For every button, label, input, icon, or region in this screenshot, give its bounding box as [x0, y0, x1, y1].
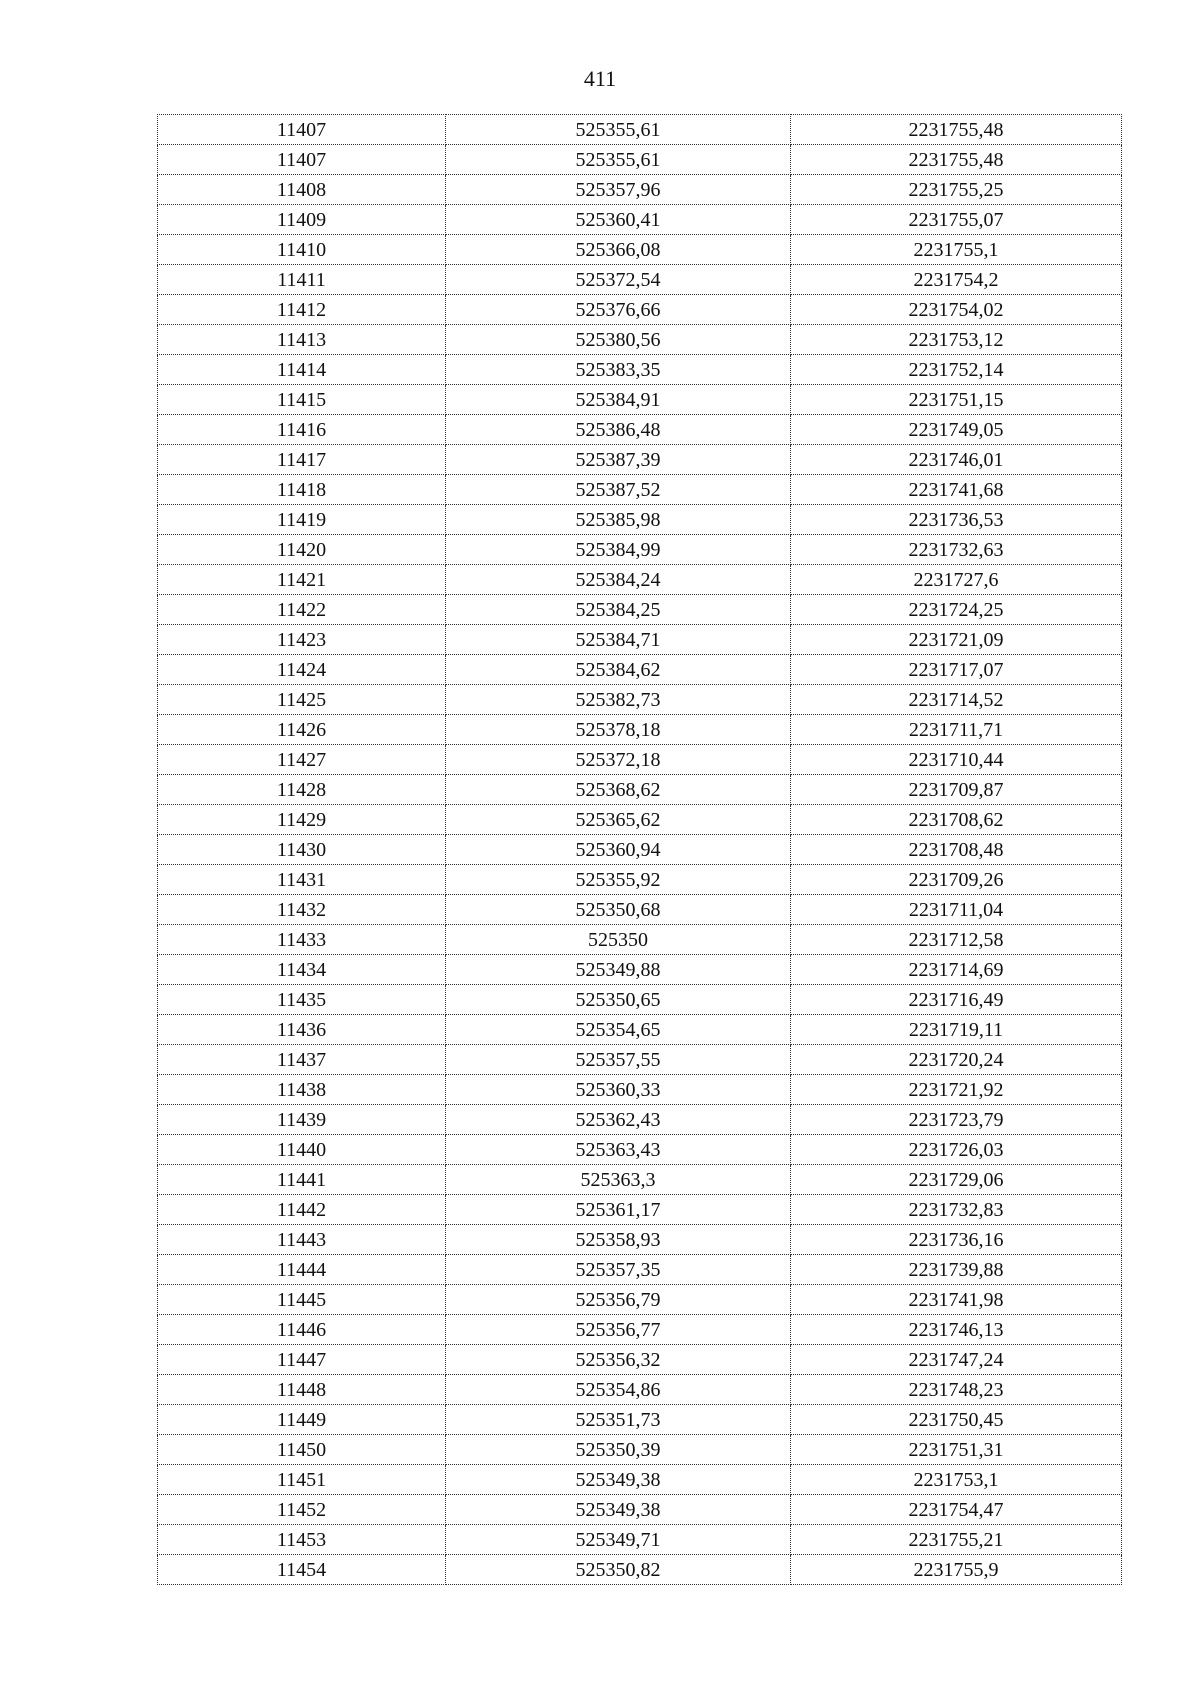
- x-coordinate-cell: 525351,73: [446, 1405, 791, 1435]
- x-coordinate-cell: 525356,32: [446, 1345, 791, 1375]
- point-number-cell: 11411: [158, 265, 446, 295]
- y-coordinate-cell: 2231711,04: [791, 895, 1122, 925]
- point-number-cell: 11427: [158, 745, 446, 775]
- x-coordinate-cell: 525387,52: [446, 475, 791, 505]
- point-number-cell: 11437: [158, 1045, 446, 1075]
- y-coordinate-cell: 2231746,13: [791, 1315, 1122, 1345]
- coordinates-table: [157, 114, 1122, 1585]
- table-row: [158, 535, 1122, 565]
- y-coordinate-cell: 2231709,87: [791, 775, 1122, 805]
- x-coordinate-cell: 525384,71: [446, 625, 791, 655]
- point-number-cell: 11428: [158, 775, 446, 805]
- table-row: [158, 925, 1122, 955]
- point-number-cell: 11430: [158, 835, 446, 865]
- table-row: [158, 565, 1122, 595]
- table-row: [158, 1435, 1122, 1465]
- point-number-cell: 11409: [158, 205, 446, 235]
- table-row: [158, 475, 1122, 505]
- y-coordinate-cell: 2231754,2: [791, 265, 1122, 295]
- x-coordinate-cell: 525372,54: [446, 265, 791, 295]
- y-coordinate-cell: 2231714,69: [791, 955, 1122, 985]
- point-number-cell: 11429: [158, 805, 446, 835]
- x-coordinate-cell: 525356,77: [446, 1315, 791, 1345]
- x-coordinate-cell: 525355,61: [446, 145, 791, 175]
- point-number-cell: 11408: [158, 175, 446, 205]
- y-coordinate-cell: 2231739,88: [791, 1255, 1122, 1285]
- table-row: [158, 985, 1122, 1015]
- y-coordinate-cell: 2231732,63: [791, 535, 1122, 565]
- y-coordinate-cell: 2231736,53: [791, 505, 1122, 535]
- y-coordinate-cell: 2231755,21: [791, 1525, 1122, 1555]
- table-row: [158, 415, 1122, 445]
- y-coordinate-cell: 2231708,62: [791, 805, 1122, 835]
- y-coordinate-cell: 2231726,03: [791, 1135, 1122, 1165]
- x-coordinate-cell: 525382,73: [446, 685, 791, 715]
- table-row: [158, 1015, 1122, 1045]
- x-coordinate-cell: 525354,86: [446, 1375, 791, 1405]
- point-number-cell: 11420: [158, 535, 446, 565]
- page-number: 411: [583, 66, 617, 91]
- table-row: [158, 685, 1122, 715]
- x-coordinate-cell: 525360,41: [446, 205, 791, 235]
- table-row: [158, 835, 1122, 865]
- table-row: [158, 775, 1122, 805]
- table-row: [158, 505, 1122, 535]
- table-row: [158, 175, 1122, 205]
- y-coordinate-cell: 2231750,45: [791, 1405, 1122, 1435]
- point-number-cell: 11419: [158, 505, 446, 535]
- y-coordinate-cell: 2231755,9: [791, 1555, 1122, 1585]
- x-coordinate-cell: 525366,08: [446, 235, 791, 265]
- x-coordinate-cell: 525363,43: [446, 1135, 791, 1165]
- y-coordinate-cell: 2231753,12: [791, 325, 1122, 355]
- y-coordinate-cell: 2231727,6: [791, 565, 1122, 595]
- y-coordinate-cell: 2231719,11: [791, 1015, 1122, 1045]
- table-row: [158, 715, 1122, 745]
- x-coordinate-cell: 525362,43: [446, 1105, 791, 1135]
- x-coordinate-cell: 525357,35: [446, 1255, 791, 1285]
- table-row: [158, 955, 1122, 985]
- table-row: [158, 1525, 1122, 1555]
- table-row: [158, 655, 1122, 685]
- point-number-cell: 11441: [158, 1165, 446, 1195]
- x-coordinate-cell: 525350,82: [446, 1555, 791, 1585]
- x-coordinate-cell: 525358,93: [446, 1225, 791, 1255]
- x-coordinate-cell: 525355,61: [446, 115, 791, 145]
- table-row: [158, 1285, 1122, 1315]
- table-row: [158, 1255, 1122, 1285]
- point-number-cell: 11447: [158, 1345, 446, 1375]
- point-number-cell: 11452: [158, 1495, 446, 1525]
- point-number-cell: 11426: [158, 715, 446, 745]
- x-coordinate-cell: 525349,71: [446, 1525, 791, 1555]
- y-coordinate-cell: 2231748,23: [791, 1375, 1122, 1405]
- table-row: [158, 625, 1122, 655]
- table-row: [158, 1405, 1122, 1435]
- x-coordinate-cell: 525350: [446, 925, 791, 955]
- table-row: [158, 1045, 1122, 1075]
- point-number-cell: 11412: [158, 295, 446, 325]
- table-row: [158, 1165, 1122, 1195]
- table-row: [158, 745, 1122, 775]
- point-number-cell: 11448: [158, 1375, 446, 1405]
- point-number-cell: 11432: [158, 895, 446, 925]
- point-number-cell: 11436: [158, 1015, 446, 1045]
- x-coordinate-cell: 525387,39: [446, 445, 791, 475]
- x-coordinate-cell: 525384,91: [446, 385, 791, 415]
- point-number-cell: 11418: [158, 475, 446, 505]
- y-coordinate-cell: 2231714,52: [791, 685, 1122, 715]
- point-number-cell: 11450: [158, 1435, 446, 1465]
- x-coordinate-cell: 525350,68: [446, 895, 791, 925]
- table-row: [158, 1105, 1122, 1135]
- table-row: [158, 895, 1122, 925]
- x-coordinate-cell: 525350,39: [446, 1435, 791, 1465]
- y-coordinate-cell: 2231755,1: [791, 235, 1122, 265]
- x-coordinate-cell: 525376,66: [446, 295, 791, 325]
- point-number-cell: 11435: [158, 985, 446, 1015]
- point-number-cell: 11407: [158, 115, 446, 145]
- table-row: [158, 445, 1122, 475]
- x-coordinate-cell: 525356,79: [446, 1285, 791, 1315]
- point-number-cell: 11440: [158, 1135, 446, 1165]
- table-row: [158, 805, 1122, 835]
- y-coordinate-cell: 2231751,15: [791, 385, 1122, 415]
- x-coordinate-cell: 525384,24: [446, 565, 791, 595]
- y-coordinate-cell: 2231723,79: [791, 1105, 1122, 1135]
- table-row: [158, 1225, 1122, 1255]
- table-row: [158, 1345, 1122, 1375]
- x-coordinate-cell: 525354,65: [446, 1015, 791, 1045]
- y-coordinate-cell: 2231753,1: [791, 1465, 1122, 1495]
- table-row: [158, 1135, 1122, 1165]
- point-number-cell: 11425: [158, 685, 446, 715]
- y-coordinate-cell: 2231752,14: [791, 355, 1122, 385]
- y-coordinate-cell: 2231712,58: [791, 925, 1122, 955]
- x-coordinate-cell: 525365,62: [446, 805, 791, 835]
- y-coordinate-cell: 2231721,92: [791, 1075, 1122, 1105]
- x-coordinate-cell: 525357,96: [446, 175, 791, 205]
- table-row: [158, 205, 1122, 235]
- point-number-cell: 11449: [158, 1405, 446, 1435]
- point-number-cell: 11445: [158, 1285, 446, 1315]
- x-coordinate-cell: 525378,18: [446, 715, 791, 745]
- table-row: [158, 385, 1122, 415]
- x-coordinate-cell: 525372,18: [446, 745, 791, 775]
- table-row: [158, 1495, 1122, 1525]
- y-coordinate-cell: 2231729,06: [791, 1165, 1122, 1195]
- y-coordinate-cell: 2231754,47: [791, 1495, 1122, 1525]
- x-coordinate-cell: 525360,33: [446, 1075, 791, 1105]
- x-coordinate-cell: 525357,55: [446, 1045, 791, 1075]
- y-coordinate-cell: 2231754,02: [791, 295, 1122, 325]
- x-coordinate-cell: 525384,62: [446, 655, 791, 685]
- point-number-cell: 11433: [158, 925, 446, 955]
- y-coordinate-cell: 2231747,24: [791, 1345, 1122, 1375]
- y-coordinate-cell: 2231721,09: [791, 625, 1122, 655]
- table-row: [158, 115, 1122, 145]
- point-number-cell: 11442: [158, 1195, 446, 1225]
- y-coordinate-cell: 2231746,01: [791, 445, 1122, 475]
- coordinates-table-body: [158, 115, 1122, 1585]
- point-number-cell: 11416: [158, 415, 446, 445]
- point-number-cell: 11424: [158, 655, 446, 685]
- point-number-cell: 11415: [158, 385, 446, 415]
- x-coordinate-cell: 525361,17: [446, 1195, 791, 1225]
- table-row: [158, 1375, 1122, 1405]
- x-coordinate-cell: 525350,65: [446, 985, 791, 1015]
- y-coordinate-cell: 2231709,26: [791, 865, 1122, 895]
- table-row: [158, 295, 1122, 325]
- point-number-cell: 11443: [158, 1225, 446, 1255]
- y-coordinate-cell: 2231749,05: [791, 415, 1122, 445]
- point-number-cell: 11439: [158, 1105, 446, 1135]
- table-row: [158, 355, 1122, 385]
- y-coordinate-cell: 2231720,24: [791, 1045, 1122, 1075]
- point-number-cell: 11434: [158, 955, 446, 985]
- y-coordinate-cell: 2231755,48: [791, 115, 1122, 145]
- point-number-cell: 11444: [158, 1255, 446, 1285]
- y-coordinate-cell: 2231741,98: [791, 1285, 1122, 1315]
- point-number-cell: 11407: [158, 145, 446, 175]
- table-row: [158, 1315, 1122, 1345]
- y-coordinate-cell: 2231717,07: [791, 655, 1122, 685]
- point-number-cell: 11410: [158, 235, 446, 265]
- x-coordinate-cell: 525363,3: [446, 1165, 791, 1195]
- x-coordinate-cell: 525384,25: [446, 595, 791, 625]
- y-coordinate-cell: 2231708,48: [791, 835, 1122, 865]
- y-coordinate-cell: 2231724,25: [791, 595, 1122, 625]
- x-coordinate-cell: 525360,94: [446, 835, 791, 865]
- point-number-cell: 11454: [158, 1555, 446, 1585]
- table-row: [158, 265, 1122, 295]
- x-coordinate-cell: 525349,38: [446, 1495, 791, 1525]
- x-coordinate-cell: 525368,62: [446, 775, 791, 805]
- point-number-cell: 11438: [158, 1075, 446, 1105]
- x-coordinate-cell: 525355,92: [446, 865, 791, 895]
- table-row: [158, 325, 1122, 355]
- x-coordinate-cell: 525383,35: [446, 355, 791, 385]
- table-row: [158, 235, 1122, 265]
- y-coordinate-cell: 2231751,31: [791, 1435, 1122, 1465]
- point-number-cell: 11417: [158, 445, 446, 475]
- x-coordinate-cell: 525384,99: [446, 535, 791, 565]
- table-row: [158, 1075, 1122, 1105]
- y-coordinate-cell: 2231755,48: [791, 145, 1122, 175]
- table-row: [158, 1465, 1122, 1495]
- table-row: [158, 1555, 1122, 1585]
- point-number-cell: 11421: [158, 565, 446, 595]
- table-row: [158, 595, 1122, 625]
- point-number-cell: 11451: [158, 1465, 446, 1495]
- x-coordinate-cell: 525380,56: [446, 325, 791, 355]
- x-coordinate-cell: 525386,48: [446, 415, 791, 445]
- y-coordinate-cell: 2231755,25: [791, 175, 1122, 205]
- point-number-cell: 11453: [158, 1525, 446, 1555]
- y-coordinate-cell: 2231710,44: [791, 745, 1122, 775]
- x-coordinate-cell: 525349,88: [446, 955, 791, 985]
- y-coordinate-cell: 2231755,07: [791, 205, 1122, 235]
- y-coordinate-cell: 2231716,49: [791, 985, 1122, 1015]
- point-number-cell: 11414: [158, 355, 446, 385]
- y-coordinate-cell: 2231741,68: [791, 475, 1122, 505]
- point-number-cell: 11423: [158, 625, 446, 655]
- point-number-cell: 11422: [158, 595, 446, 625]
- x-coordinate-cell: 525385,98: [446, 505, 791, 535]
- y-coordinate-cell: 2231736,16: [791, 1225, 1122, 1255]
- y-coordinate-cell: 2231711,71: [791, 715, 1122, 745]
- table-row: [158, 145, 1122, 175]
- point-number-cell: 11446: [158, 1315, 446, 1345]
- table-row: [158, 1195, 1122, 1225]
- table-row: [158, 865, 1122, 895]
- point-number-cell: 11431: [158, 865, 446, 895]
- y-coordinate-cell: 2231732,83: [791, 1195, 1122, 1225]
- point-number-cell: 11413: [158, 325, 446, 355]
- x-coordinate-cell: 525349,38: [446, 1465, 791, 1495]
